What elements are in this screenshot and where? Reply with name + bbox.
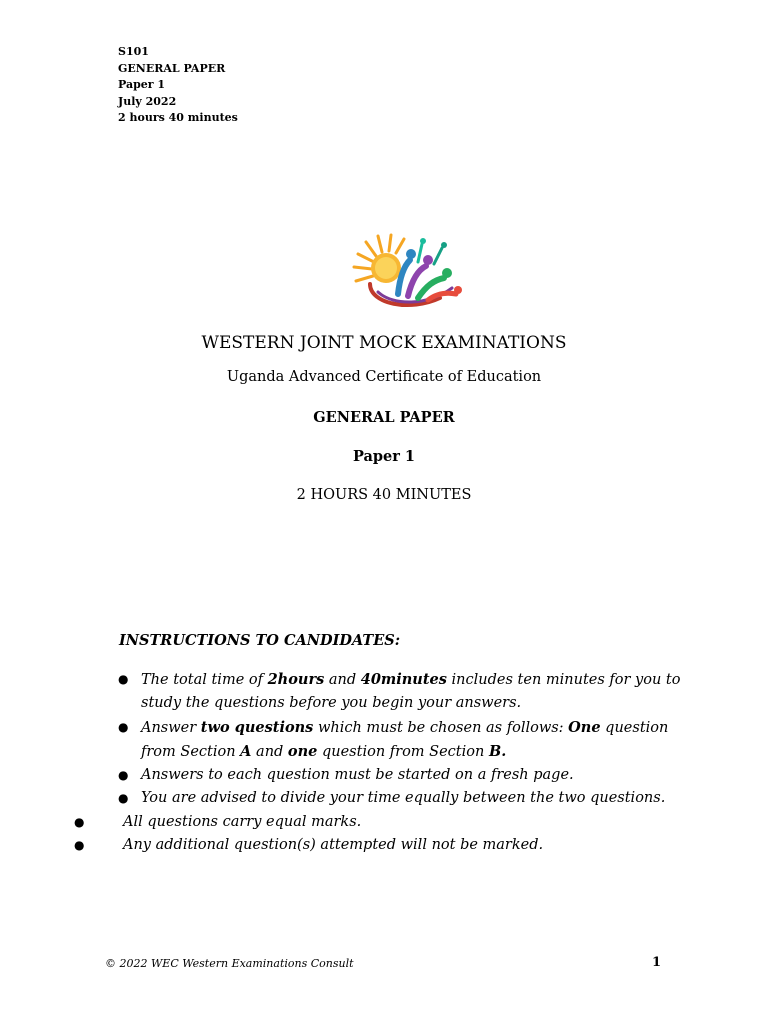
wec-logo-sun-figures-icon bbox=[348, 232, 464, 312]
bullet-icon: ● bbox=[74, 814, 85, 829]
paper-number: Paper 1 bbox=[352, 448, 416, 465]
bullet-icon: ● bbox=[74, 838, 85, 853]
instructions-heading: INSTRUCTIONS TO CANDIDATES: bbox=[119, 632, 401, 649]
header-date: July 2022 bbox=[118, 94, 177, 108]
bullet-icon: ● bbox=[118, 768, 129, 783]
instruction-item: ● Answer two questions which must be chosen as follows: One question from Section A and one question from Section B. bbox=[0, 716, 701, 765]
bullet-icon: ● bbox=[118, 719, 129, 734]
header-paper: Paper 1 bbox=[118, 78, 166, 91]
page-number: 1 bbox=[652, 955, 662, 970]
subject-title: GENERAL PAPER bbox=[313, 409, 455, 426]
exam-duration: 2 HOURS 40 MINUTES bbox=[296, 487, 472, 503]
footer-copyright: © 2022 WEC Western Examinations Consult bbox=[105, 957, 354, 970]
instructions-list bbox=[0, 668, 768, 857]
instruction-item: ● You are advised to divide your time equally between the two questions. bbox=[0, 787, 701, 810]
header-block bbox=[118, 44, 238, 127]
paper-code: S101 bbox=[118, 45, 149, 58]
header-subject: GENERAL PAPER bbox=[118, 61, 226, 75]
instruction-item: ● The total time of 2hours and 40minutes includes ten minutes for you to study the questions before you begin your answers. bbox=[0, 668, 701, 716]
instruction-item: ● All questions carry equal marks. bbox=[0, 811, 683, 834]
instruction-item: ● Answers to each question must be started on a fresh page. bbox=[0, 764, 701, 787]
exam-subtitle: Uganda Advanced Certificate of Education bbox=[226, 369, 542, 385]
header-duration: 2 hours 40 minutes bbox=[118, 111, 238, 124]
bullet-icon: ● bbox=[118, 672, 129, 686]
instruction-item: ● Any additional question(s) attempted will not be marked. bbox=[0, 834, 683, 857]
bullet-icon: ● bbox=[118, 791, 129, 806]
exam-title: WESTERN JOINT MOCK EXAMINATIONS bbox=[201, 333, 567, 353]
